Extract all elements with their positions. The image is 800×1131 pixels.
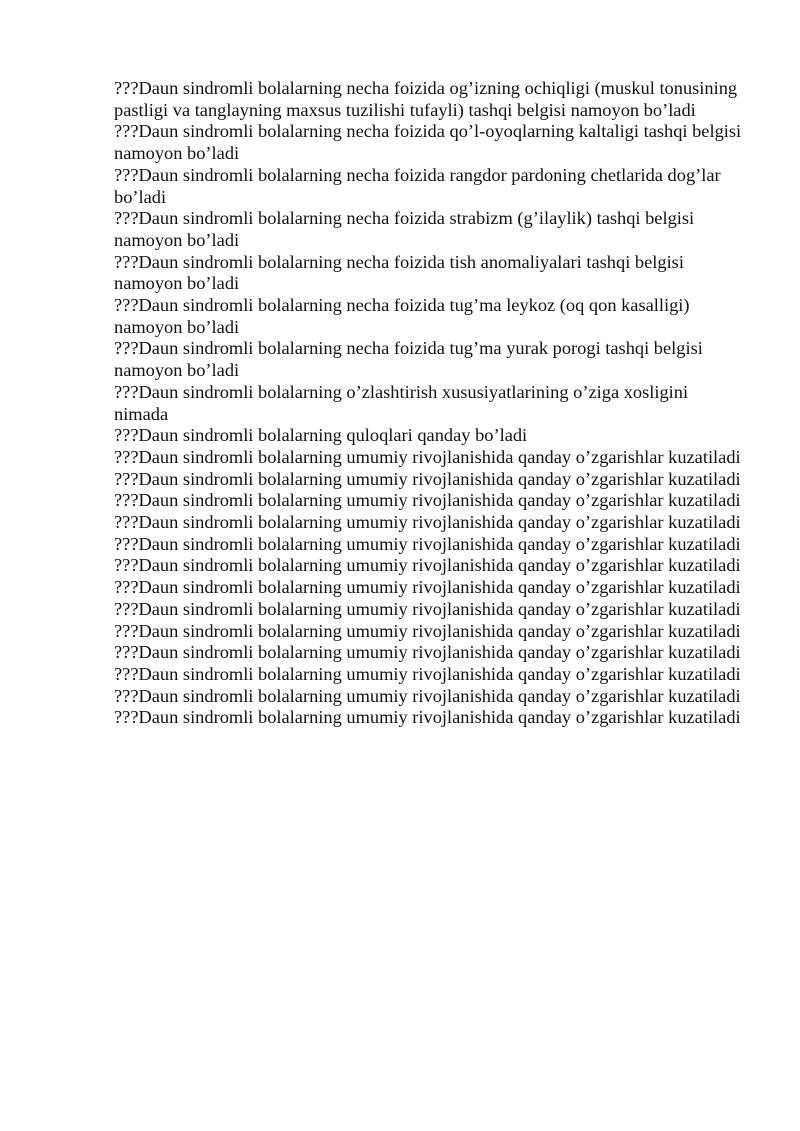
question-paragraph: ???Daun sindromli bolalarning necha foizida tish anomaliyalari tashqi belgisi namoyon bo’ladi: [114, 251, 684, 294]
question-paragraph: ???Daun sindromli bolalarning necha foizida tug’ma leykoz (oq qon kasalligi) namoyon bo’ladi: [114, 295, 690, 337]
question-paragraph: ???Daun sindromli bolalarning necha foizida rangdor pardoning chetlarida dog’lar bo’ladi: [114, 164, 721, 207]
question-paragraph: ???Daun sindromli bolalarning umumiy rivojlanishida qanday o’zgarishlar kuzatiladi: [114, 707, 741, 728]
question-paragraph: ???Daun sindromli bolalarning umumiy rivojlanishida qanday o’zgarishlar kuzatiladi: [114, 555, 741, 576]
question-paragraph: ???Daun sindromli bolalarning o’zlashtirish xususiyatlarining o’ziga xosligini nimada: [114, 381, 689, 424]
question-paragraph: ???Daun sindromli bolalarning necha foizida tug’ma yurak porogi tashqi belgisi namoyon bo’ladi: [114, 338, 703, 381]
question-paragraph: ???Daun sindromli bolalarning umumiy rivojlanishida qanday o’zgarishlar kuzatiladi: [114, 533, 741, 554]
question-paragraph: ???Daun sindromli bolalarning necha foizida og’izning ochiqligi (muskul tonusining pastligi va tanglayning maxsus tuzilishi tufayli) tashqi belgisi namoyon bo’ladi: [114, 78, 738, 120]
question-paragraph: ???Daun sindromli bolalarning umumiy rivojlanishida qanday o’zgarishlar kuzatiladi: [114, 577, 741, 598]
question-paragraph: ???Daun sindromli bolalarning umumiy rivojlanishida qanday o’zgarishlar kuzatiladi: [114, 598, 741, 619]
question-paragraph: ???Daun sindromli bolalarning quloqlari qanday bo’ladi: [114, 425, 528, 446]
question-paragraph: ???Daun sindromli bolalarning umumiy rivojlanishida qanday o’zgarishlar kuzatiladi: [114, 685, 741, 706]
question-paragraph: ???Daun sindromli bolalarning umumiy rivojlanishida qanday o’zgarishlar kuzatiladi: [114, 663, 741, 684]
document-body: [114, 78, 744, 729]
question-paragraph: ???Daun sindromli bolalarning necha foizida qo’l-oyoqlarning kaltaligi tashqi belgisi namoyon bo’ladi: [114, 121, 742, 164]
question-paragraph: ???Daun sindromli bolalarning umumiy rivojlanishida qanday o’zgarishlar kuzatiladi: [114, 642, 741, 663]
question-paragraph: ???Daun sindromli bolalarning umumiy rivojlanishida qanday o’zgarishlar kuzatiladi: [114, 490, 741, 511]
question-paragraph: ???Daun sindromli bolalarning umumiy rivojlanishida qanday o’zgarishlar kuzatiladi: [114, 620, 741, 641]
question-paragraph: ???Daun sindromli bolalarning umumiy rivojlanishida qanday o’zgarishlar kuzatiladi: [114, 446, 741, 467]
question-paragraph: ???Daun sindromli bolalarning umumiy rivojlanishida qanday o’zgarishlar kuzatiladi: [114, 512, 741, 533]
question-paragraph: ???Daun sindromli bolalarning umumiy rivojlanishida qanday o’zgarishlar kuzatiladi: [114, 468, 741, 489]
question-paragraph: ???Daun sindromli bolalarning necha foizida strabizm (g’ilaylik) tashqi belgisi namoyon bo’ladi: [114, 208, 695, 250]
